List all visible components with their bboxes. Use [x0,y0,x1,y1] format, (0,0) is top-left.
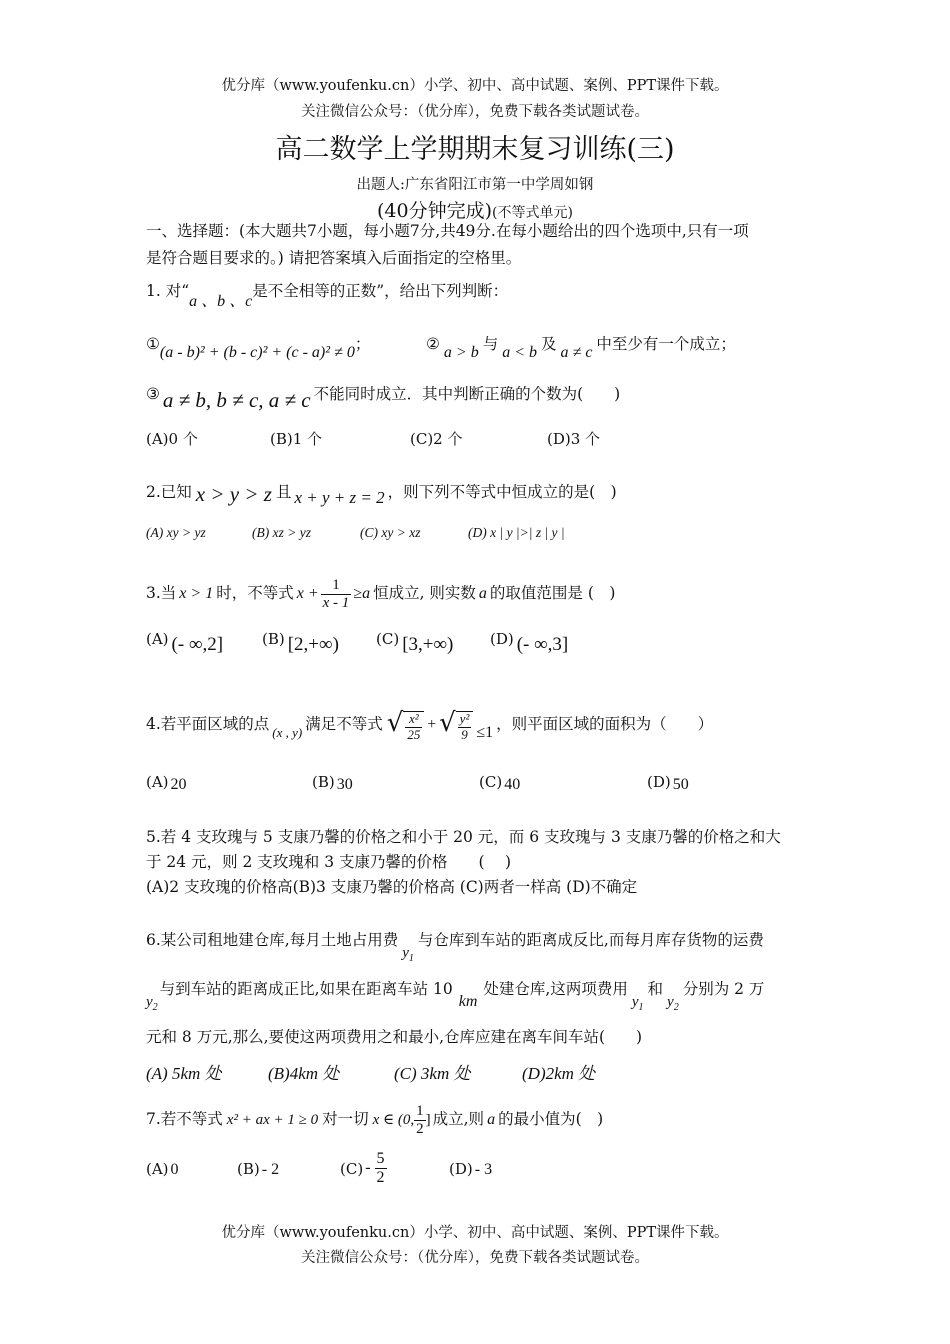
q7-suffix2: 的最小值为( ) [498,1110,604,1128]
q7-fraction [414,1103,426,1137]
q6-y1 [398,945,418,964]
q3-option-b[interactable] [262,628,339,655]
q1-option-c[interactable]: (C)2 个 [410,430,463,448]
footer-line-1: 优分库（www.youfenku.cn）小学、初中、高中试题、案例、PPT课件下载。 [221,1225,729,1241]
q1-stem [146,278,509,310]
q1-j2-c: a ≠ c [560,344,593,361]
q6-line1-b: 与仓库到车站的距离成反比,而每月库存货物的运费 [417,931,764,949]
q1-judgment-3 [146,380,621,412]
q1-j1-expr: (a - b)² + (b - c)² + (c - a)² ≠ 0 [159,344,355,361]
q3-option-d-value: (- ∞,3] [516,634,569,655]
q1-j2-ji: 及 [541,335,557,353]
q4-num2: y² [459,711,470,727]
q1-judgment-2 [426,332,736,361]
q6-line-3: 元和 8 万元,那么,要使这两项费用之和最小,仓库应建在离车间车站( ) [146,1028,643,1046]
q4-option-b[interactable] [312,773,353,792]
q6-y1-again-sub: 1 [638,1002,644,1013]
q3-option-b-value: [2,+∞) [287,634,339,655]
q2-stem [146,478,617,507]
q1-j3-expr: a ≠ b, b ≠ c, a ≠ c [162,388,311,412]
q2-option-c[interactable]: (C) xy > xz [360,525,421,540]
q5-options[interactable]: (A)2 支玫瑰的价格高(B)3 支康乃馨的价格高 (C)两者一样高 (D)不确定 [146,878,638,896]
q3-fraction [321,577,352,611]
q1-semicolon: ； [354,335,371,353]
q6-y1-var: y [402,945,409,961]
q4-plus: + [427,715,437,733]
q6-km: km [458,993,478,1010]
q7-option-c-den: 2 [376,1168,385,1186]
q4-option-b-value: 30 [336,776,353,793]
q7-prefix: 7.若不等式 [146,1110,223,1128]
q2-option-b[interactable]: (B) xz > yz [252,525,311,540]
q7-option-d-label: (D) [449,1160,473,1178]
q1-option-b[interactable]: (B)1 个 [270,430,323,448]
q4-option-c[interactable] [479,773,520,792]
header-line-1: 优分库（www.youfenku.cn）小学、初中、高中试题、案例、PPT课件下载。 [221,78,729,94]
q7-option-b-value: - 2 [261,1161,280,1178]
q7-expr: x² + ax + 1 ≥ 0 [226,1112,319,1128]
q4-le: ≤1 [476,723,494,741]
q3-prefix: 3.当 [146,584,177,602]
q4-option-d-label: (D) [647,773,671,791]
q6-option-b[interactable]: (B)4km 处 [268,1064,340,1083]
q7-option-c-value: - [365,1159,375,1177]
time-note-main: (40分钟完成) [377,200,493,222]
footer-line-2: 关注微信公众号：（优分库），免费下载各类试题试卷。 [301,1250,649,1266]
q7-stem [146,1103,603,1137]
q3-suffix: 恒成立, 则实数 [373,584,476,602]
q7-option-d-value: - 3 [474,1161,493,1178]
q1-option-d[interactable]: (D)3 个 [547,430,601,448]
q3-option-d[interactable] [490,628,569,655]
unit-note: (不等式单元) [492,205,573,221]
q7-option-a[interactable] [146,1160,179,1179]
q3-option-a-label: (A) [146,630,169,648]
q4-option-d-value: 50 [672,776,689,793]
q3-stem [146,577,615,611]
q3-option-c-value: [3,+∞) [402,634,454,655]
q3-option-c[interactable] [376,628,454,655]
q3-option-d-label: (D) [490,630,514,648]
q6-line-2 [146,977,765,1013]
q3-mid: 时，不等式 [216,584,294,602]
q7-frac-den: 2 [416,1120,424,1137]
q2-qie: 且 [275,483,292,501]
q4-sqrt-2: √ $\frac{\text{y²}}{9}$ [439,708,473,742]
q7-option-b[interactable] [237,1160,279,1179]
q7-interval-right: ] [425,1112,431,1128]
q6-line2-c: 分别为 2 万 [682,980,765,998]
q6-line2-b: 处建仓库,这两项费用 [483,980,628,998]
q6-y2-again-var: y [667,994,674,1010]
q7-option-a-value: 0 [170,1161,179,1178]
q7-option-d[interactable] [449,1160,492,1179]
q4-option-d[interactable] [647,773,689,792]
q4-den2: 9 [461,726,468,742]
q4-num1: x² [405,712,422,727]
q1-j3-suffix: 不能同时成立．其中判断正确的个数为( ) [313,385,621,403]
q4-suffix: ，则平面区域的面积为（ ） [496,714,714,733]
q3-var: a [478,585,487,602]
q7-interval-left: x ∈ (0, [372,1112,415,1128]
q6-line2-a: 与到车站的距离成正比,如果在距离车站 10 [159,980,453,998]
q4-prefix: 4.若平面区域的点 [146,714,270,733]
q4-stem [146,708,713,742]
q2-cond2: x + y + z = 2 [294,488,385,507]
q1-j2-b: a < b [502,344,538,361]
q1-j3-mark: ③ [146,385,160,403]
q4-point: (x , y) [272,724,303,740]
q4-option-a[interactable] [146,773,187,792]
q2-cond1: x > y > z [195,482,272,506]
q1-option-a[interactable]: (A)0 个 [146,430,198,448]
q4-frac-2 [458,712,472,742]
q4-option-a-value: 20 [170,776,187,793]
q5-line-2: 于 24 元，则 2 支玫瑰和 3 支康乃馨的价格 ( ) [146,853,512,871]
q7-var: a [487,1111,496,1128]
q6-line1-a: 6.某公司租地建仓库,每月土地占用费 [146,931,399,949]
author-line: 出题人:广东省阳江市第一中学周如钢 [356,177,594,193]
q4-den1: 25 [407,726,421,742]
q1-j2-a: a > b [443,344,479,361]
q6-y1-sub: 1 [408,953,414,964]
q7-option-c-fraction [375,1150,387,1186]
q6-y1-again [628,994,648,1013]
q3-frac-den: x - 1 [322,594,350,611]
q4-sqrt-1: √ $\frac{\text{x²}}{25}$ [387,708,425,742]
q7-suffix: 成立,则 [432,1110,485,1128]
q1-suffix: 是不全相等的正数”，给出下列判断： [252,282,509,300]
q1-prefix: 1. 对“ [146,282,190,300]
q3-option-b-label: (B) [262,630,285,648]
q6-option-d[interactable]: (D)2km 处 [522,1064,596,1083]
header-line-2: 关注微信公众号：（优分库），免费下载各类试题试卷。 [301,104,649,120]
q6-y2-again [663,994,683,1013]
q3-option-a[interactable] [146,628,224,655]
q6-y2-again-sub: 2 [673,1002,679,1013]
q6-y2-var: y [146,994,153,1010]
q3-cond: x > 1 [179,585,214,602]
q6-option-c[interactable]: (C) 3km 处 [394,1064,471,1083]
q7-option-a-label: (A) [146,1160,169,1178]
page-title: 高二数学上学期期末复习训练(三) [275,134,675,165]
q7-option-b-label: (B) [237,1160,260,1178]
instructions-line-2: 是符合题目要求的。) 请把答案填入后面指定的空格里。 [146,249,522,267]
q4-frac-1 [405,712,422,742]
q6-y1-again-var: y [631,994,639,1010]
q2-option-d[interactable]: (D) x | y |>| z | y | [468,525,565,540]
q3-frac-num: 1 [321,577,352,595]
q4-option-c-label: (C) [479,773,503,791]
q7-option-c-label: (C) [340,1160,364,1179]
q1-j2-mark: ② [426,335,440,353]
instructions-line-1: 一、选择题：(本大题共7小题，每小题7分,共49分.在每小题给出的四个选项中,只有一项 [146,222,749,240]
q7-frac-num: 1 [416,1103,424,1119]
q6-y2 [146,994,160,1013]
q1-j1-mark: ① [146,335,160,353]
q2-option-a[interactable]: (A) xy > yz [146,525,206,540]
q1-vars: a 、b 、c [189,293,253,310]
q1-judgment-1 [146,332,371,361]
q3-option-a-value: (- ∞,2] [171,634,224,655]
q3-expr-left: x + [296,585,319,602]
q6-y2-sub: 2 [152,1002,158,1013]
q2-prefix: 2.已知 [146,483,192,501]
q3-option-c-label: (C) [376,630,400,648]
q5-line-1: 5.若 4 支玫瑰与 5 支康乃馨的价格之和小于 20 元，而 6 支玫瑰与 3 支康乃馨的价格之和大 [146,828,781,846]
q7-option-c[interactable] [340,1150,387,1186]
q4-option-c-value: 40 [504,776,521,793]
q7-option-c-num: 5 [376,1150,385,1167]
q6-option-a[interactable]: (A) 5km 处 [146,1064,222,1083]
q4-mid: 满足不等式 [305,714,383,733]
q4-option-a-label: (A) [146,773,169,791]
q3-expr-right: ≥a [353,585,371,602]
q3-suffix2: 的取值范围是 ( ) [489,584,616,602]
q2-suffix: ，则下列不等式中恒成立的是( ) [387,483,617,501]
q4-option-b-label: (B) [312,773,335,791]
q6-line-1 [146,928,764,964]
q6-and: 和 [647,980,664,998]
q1-j2-suffix: 中至少有一个成立； [596,335,736,353]
q7-mid: 对一切 [322,1110,369,1128]
q1-j2-yu: 与 [482,335,499,353]
